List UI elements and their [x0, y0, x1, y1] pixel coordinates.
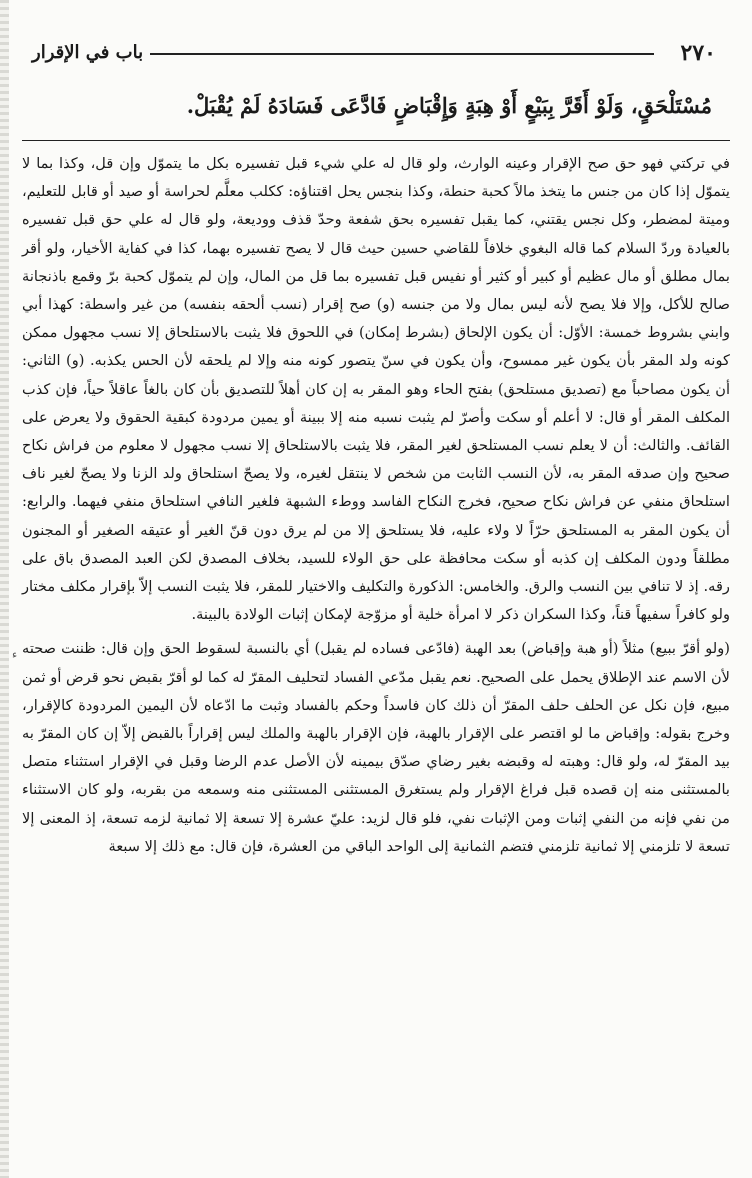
header-rule: [150, 53, 654, 55]
scan-edge: [0, 0, 9, 1178]
matn-commentary-divider: [22, 140, 730, 141]
page-header: [32, 40, 716, 68]
page-number: ٢٧٠: [680, 40, 716, 66]
chapter-title: باب في الإقرار: [32, 42, 144, 63]
commentary-paragraph-2: (ولو أقرّ ببيع) مثلاً (أو هبة وإقباض) بعد الهبة (فادّعى فساده لم يقبل) أي بالنسبة لسقوط الحق وإن قال: ظننت صحته لأن الاسم عند الإطلاق يحمل على الصحيح. نعم يقبل مدّعي الفساد لتحليف المقرّ له كما لو أقرّ بقبض نحو قرض أو ثمن مبيع، فإن نكل عن الحلف حلف المقرّ أن ذلك كان فاسداً وحكم بالفساد وثبت ما ادّعاه لأن اليمين المردودة كالإقرار، وخرج بقوله: وإقباض ما لو اقتصر على الإقرار بالهبة، فإن الإقرار بالهبة والملك ليس إقراراً بالقبض إلاّ إن كان المقرّ به بيد المقرّ له، ولو قال: وهبته له وقبضه بغير رضاي صدّق بيمينه لأن الأصل عدم الرضا وقبل في الإقرار استثناء متصل بالمستثنى منه إن قصده قبل فراغ الإقرار ولم يستغرق المستثنى المستثنى منه وسمعه من بقربه، ولو كان الاستثناء من نفي فإنه من النفي إثبات ومن الإثبات نفي، فلو قال لزيد: عليّ عشرة إلا تسعة إلا ثمانية لزمه تسعة، إذ المعنى إلا تسعة لا تلزمني إلا ثمانية تلزمني فتضم الثمانية إلى الواحد الباقي من العشرة، فإن قال: مع ذلك إلا سبعة: [22, 640, 730, 855]
commentary-paragraph-1: في تركتي فهو حق صح الإقرار وعينه الوارث، ولو قال له علي شيء قبل تفسيره بكل ما يتموّل وإن قل، وكذا بما لا يتموّل إذا كان من جنس ما يتخذ مالاً كحبة حنطة، وكذا بنجس يحل اقتناؤه: ككلب معلَّم لحراسة أو صيد أو قابل للتعليم، وميتة لمضطر، وكل نجس يقتني، كما يقبل تفسيره بحق شفعة وحدّ قذف ووديعة، ولو قال له علي حق قبل تفسيره بالعيادة وردّ السلام كما قاله البغوي خلافاً للقاضي حسين حيث قال لا يصح تفسيره بهما، كذا في كفاية الأخيار، ولو أقر بمال مطلق أو مال عظيم أو كبير أو كثير أو نفيس قبل تفسيره بما قل من المال، وإن لم يتموّل كحبة برّ وقمع باذنجانة صالح للأكل، وإلا فلا يصح لأنه ليس بمال ولا من جنسه (و) صح إقرار (نسب ألحقه بنفسه) من غير واسطة: كهذا أبي وابني بشروط خمسة: الأوّل: أن يكون الإلحاق (بشرط إمكان) في اللحوق فلا يثبت بالاستلحاق إلا نسب مجهول ممكن كونه ولد المقر بأن يكون غير ممسوح، وأن يكون في سنّ يتصور كونه منه وإلا لم يلحقه لأن الحس يكذبه. (و) الثاني: أن يكون مصاحباً مع (تصديق مستلحق) بفتح الحاء وهو المقر به إن كان أهلاً للتصديق بأن كان بالغاً عاقلاً حياً، فإن كذب المكلف المقر أو قال: لا أعلم أو سكت وأصرّ لم يثبت نسبه منه إلا ببينة أو يمين مردودة كبقية الحقوق ولا يعرض على القائف. والثالث: أن لا يعلم نسب المستلحق لغير المقر، فلا يثبت بالاستلحاق إلا نسب مجهول لا معلوم من فراش نكاح صحيح وإن صدقه المقر به، لأن النسب الثابت من شخص لا ينتقل لغيره، ولا يصحّ استلحاق ولد الزنا ولا يصحّ لغير ناف استلحاق منفي عن فراش نكاح صحيح، فخرج النكاح الفاسد ووطء الشبهة فلغير النافي استلحاق منفي فيهما. والرابع: أن يكون المقر به المستلحق حرّاً لا ولاء عليه، فلا يستلحق إلا من لم يرق دون قنّ الغير أو عتيقه الصغير أو المجنون مطلقاً ودون المكلف إن كذبه أو سكت محافظة على حق الولاء للسيد، بخلاف المصدق لكن العبد المصدق باق على رقه. إذ لا تنافي بين النسب والرق. والخامس: الذكورة والتكليف والاختيار للمقر، فلا يثبت النسب إلاّ بإقرار مكلف مختار ولو كافراً سفيهاً قناً، وكذا السكران ذكر لا امرأة خلية أو مزوّجة لإمكان إثبات الولادة بالبينة.: [22, 155, 730, 624]
margin-mark: ء: [12, 648, 18, 661]
commentary: [22, 150, 730, 861]
matn-text: مُسْتَلْحَقٍ، وَلَوْ أَقَرَّ بِبَيْعٍ أَوْ هِبَةٍ وَإِقْبَاضٍ فَادَّعَى فَسَادَهُ لَمْ يُقْبَلْ.: [186, 93, 712, 118]
